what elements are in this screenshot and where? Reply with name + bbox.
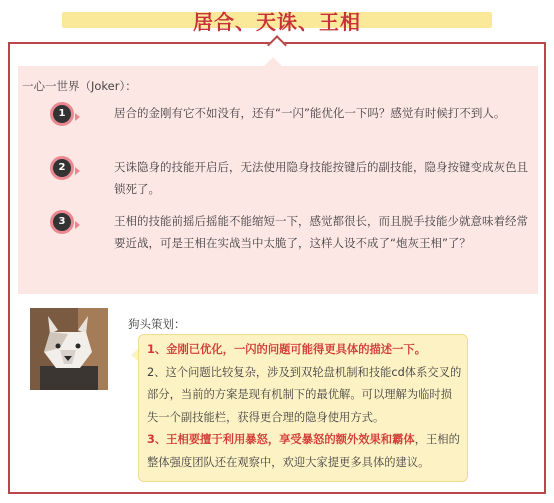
answer-line-1: 1、金刚已优化，一闪的问题可能得更具体的描述一下。 [147,343,426,356]
planner-name: 狗头策划： [128,317,186,331]
number-badge-1: 1 [50,102,74,126]
asker-name: 一心一世界（Joker）： [22,79,137,93]
answer-line-3-highlight: 3、王相要擅于利用暴怒，享受暴怒的额外效果和霸体 [147,433,415,446]
answer-bubble [138,334,468,482]
number-badge-2: 2 [50,156,74,180]
answer-text [147,339,463,474]
answer-line-3 [147,429,463,474]
answer-line-2: 2、这个问题比较复杂，涉及到双轮盘机制和技能cd体系交叉的部分，当前的方案是现有机制下的最优解。可以理解为临时损失一个副技能栏，获得更合理的隐身使用方式。 [147,365,462,424]
question-text-1: 居合的金刚有它不如没有，还有“一闪”能优化一下吗？感觉有时候打不到人。 [114,106,506,120]
page-title: 居合、天诛、王相 [193,10,361,34]
dog-mask-avatar-icon [30,308,108,390]
number-badge-3: 3 [50,210,74,234]
answer-line-3-rest: ，王相的整体强度团队还在观察中，欢迎大家提更多具体的建议。 [147,433,460,469]
question-text-2: 天诛隐身的技能开启后，无法使用隐身技能按键后的副技能，隐身按键变成灰色且锁死了。 [114,160,528,196]
question-text-3: 王相的技能前摇后摇能不能缩短一下，感觉都很长，而且脱手技能少就意味着经常要近战，可是王相在实战当中太脆了，这样人设不成了“炮灰王相”了？ [114,214,528,250]
